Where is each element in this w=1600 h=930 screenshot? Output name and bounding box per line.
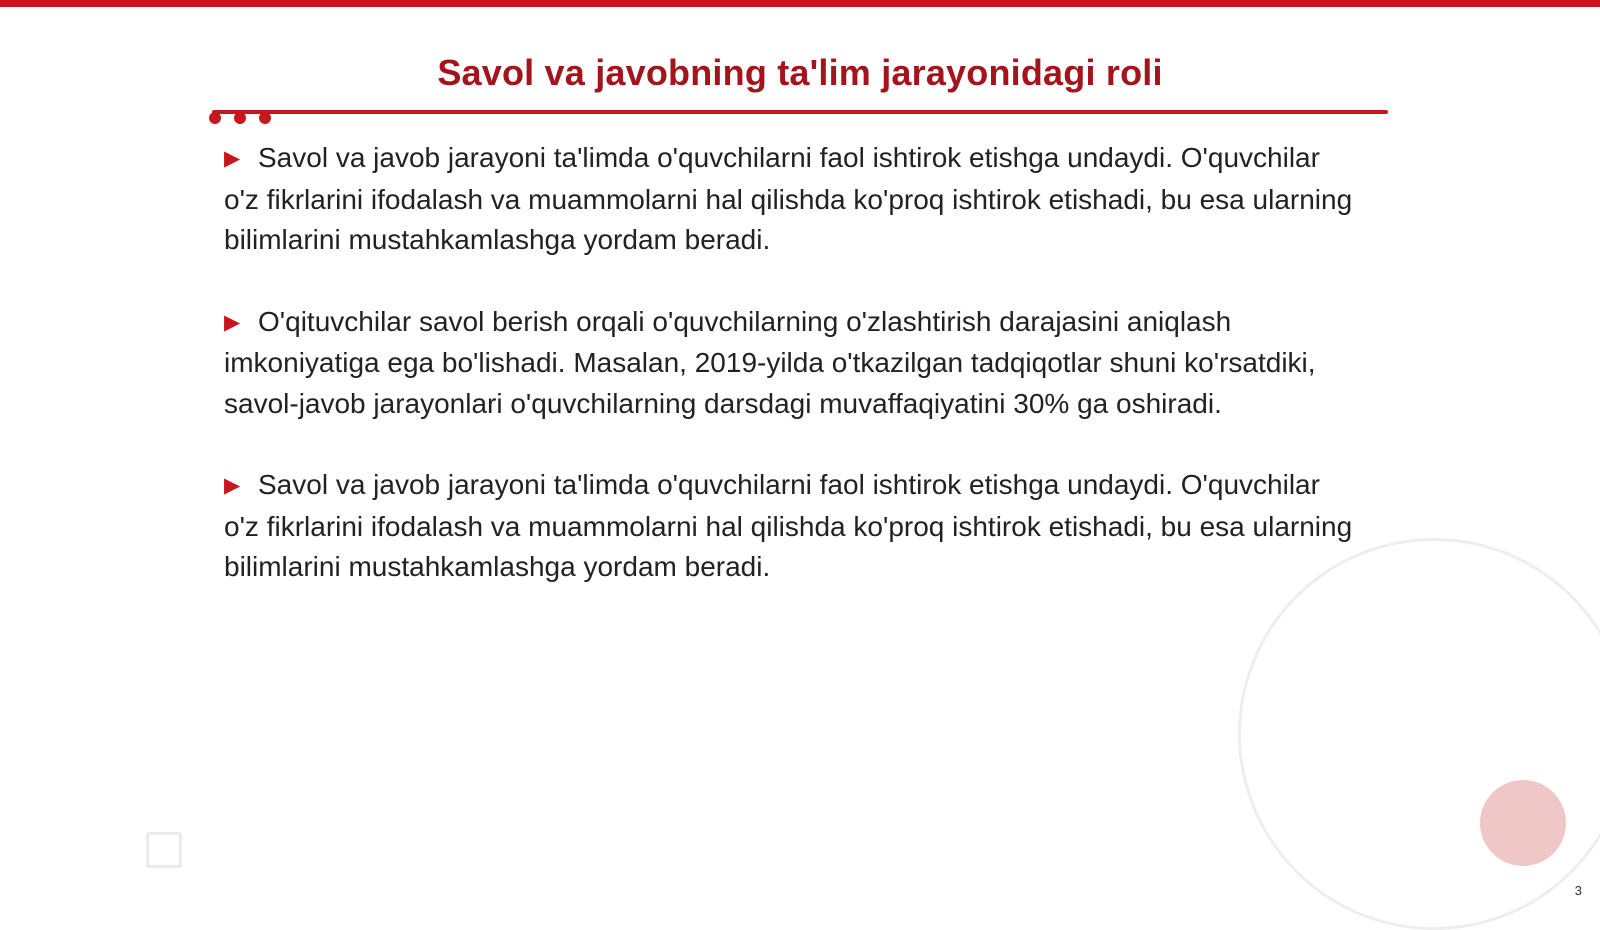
slide-title: Savol va javobning ta'lim jarayonidagi roli [437,52,1163,93]
bullet-paragraph-3 [224,465,1354,588]
bullet-paragraph-1 [224,138,1354,261]
decorative-dot [234,112,246,124]
decorative-dot [209,112,221,124]
decorative-square [146,832,182,868]
bullet-paragraph-2 [224,302,1354,425]
slide-body [224,138,1354,629]
top-accent-bar [0,0,1600,7]
paragraph-text: Savol va javob jarayoni ta'limda o'quvchilarni faol ishtirok etishga undaydi. O'quvchilar o'z fikrlarini ifodalash va muammolarni hal qilishda ko'proq ishtirok etishadi, bu esa ularning bilimlarini mustahkamlashga yordam beradi. [224,469,1353,582]
paragraph-text: O'qituvchilar savol berish orqali o'quvchilarning o'zlashtirish darajasini aniqlash imkoniyatiga ega bo'lishadi. Masalan, 2019-yilda o'tkazilgan tadqiqotlar shuni ko'rsatdiki, savol-javob jarayonlari o'quvchilarning darsdagi muvaffaqiyatini 30% ga oshiradi. [224,305,1316,419]
title-underline [212,110,1388,114]
paragraph-text: Savol va javob jarayoni ta'limda o'quvchilarni faol ishtirok etishga undaydi. O'quvchilar o'z fikrlarini ifodalash va muammolarni hal qilishda ko'proq ishtirok etishadi, bu esa ularning bilimlarini mustahkamlashga yordam beradi. [224,142,1353,255]
decorative-ring [1238,538,1600,930]
decorative-dot [259,112,271,124]
page-number: 3 [1574,883,1582,898]
decorative-circle [1480,780,1566,866]
bullet-triangle-icon: ▶ [224,147,241,170]
bullet-triangle-icon: ▶ [224,474,241,497]
bullet-triangle-icon: ▶ [224,310,241,334]
